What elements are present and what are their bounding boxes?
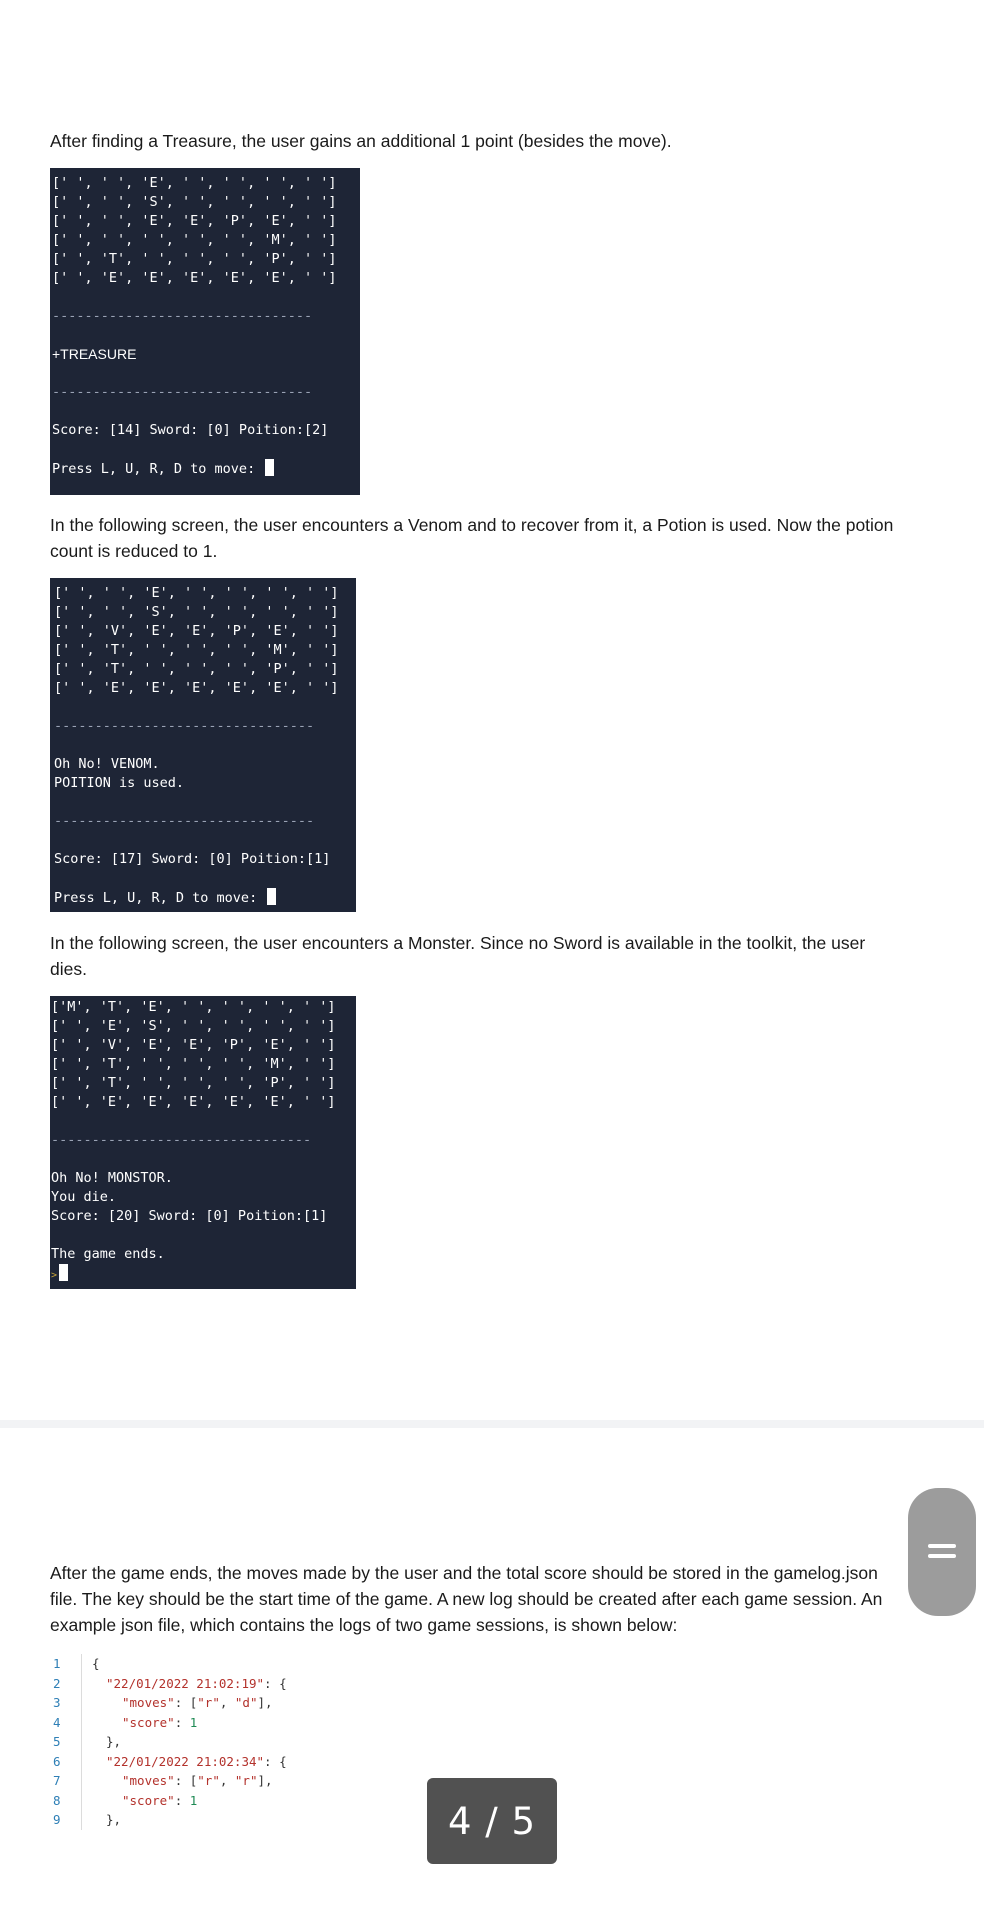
grid-row: [' ', ' ', 'S', ' ', ' ', ' ', ' '] [52,194,337,210]
grid-row: [' ', ' ', 'S', ' ', ' ', ' ', ' '] [54,604,339,620]
event-message: You die. [51,1189,117,1205]
line-number: 2 [53,1675,61,1691]
grid-row: [' ', 'T', ' ', ' ', ' ', 'P', ' '] [54,661,339,677]
code-line: 8 "score": 1 [50,1791,470,1811]
monster-description: In the following screen, the user encounters a Monster. Since no Sword is available in the toolkit, the user dies. [50,933,866,979]
grid-row: [' ', 'E', 'E', 'E', 'E', 'E', ' '] [54,680,339,696]
venom-description: In the following screen, the user encounters a Venom and to recover from it, a Potion is used. Now the potion count is reduced to 1. [50,515,894,561]
grid-row: [' ', 'T', ' ', ' ', ' ', 'M', ' '] [51,1056,336,1072]
terminal-screenshot-venom [50,578,356,912]
grip-line-icon [928,1544,956,1548]
page-indicator: 4 / 5 [427,1778,557,1864]
status-line: Score: [14] Sword: [0] Poition:[2] [52,422,329,438]
status-line: Score: [17] Sword: [0] Poition:[1] [54,851,331,867]
terminal-screenshot-treasure [50,168,360,495]
shell-prompt: > [51,1264,356,1283]
code-line: 9 }, [50,1810,470,1830]
separator-line: -------------------------------- [51,1132,312,1148]
grid-row: [' ', ' ', 'E', ' ', ' ', ' ', ' '] [54,585,339,601]
separator-line: -------------------------------- [54,718,315,734]
event-message: Oh No! MONSTOR. [51,1170,173,1186]
game-end-message: The game ends. [51,1246,165,1262]
grid-row: [' ', ' ', 'E', 'E', 'P', 'E', ' '] [52,213,337,229]
separator-line: -------------------------------- [54,813,315,829]
grid-row: [' ', ' ', ' ', ' ', ' ', 'M', ' '] [52,232,337,248]
grid-row: [' ', 'E', 'S', ' ', ' ', ' ', ' '] [51,1018,336,1034]
move-prompt: Press L, U, R, D to move: [54,888,356,907]
text-cursor [265,459,274,476]
event-message: Oh No! VENOM. [54,756,160,772]
event-message: +TREASURE [52,346,137,362]
grid-row: [' ', 'E', 'E', 'E', 'E', 'E', ' '] [51,1094,336,1110]
line-number: 7 [53,1773,61,1788]
grid-row: [' ', ' ', 'E', ' ', ' ', ' ', ' '] [52,175,337,191]
code-line: 5 }, [50,1732,470,1752]
code-line: 2 "22/01/2022 21:02:19": { [50,1674,470,1694]
code-line: 6 "22/01/2022 21:02:34": { [50,1752,470,1772]
grid-row: [' ', 'V', 'E', 'E', 'P', 'E', ' '] [51,1037,336,1053]
code-line: 7 "moves": ["r", "r"], [50,1771,470,1791]
event-message: POITION is used. [54,775,185,791]
status-line: Score: [20] Sword: [0] Poition:[1] [51,1208,328,1224]
grid-row: [' ', 'E', 'E', 'E', 'E', 'E', ' '] [52,270,337,286]
code-line: 4 "score": 1 [50,1713,470,1733]
code-line: 1 { [50,1654,470,1674]
move-prompt: Press L, U, R, D to move: [52,459,360,478]
separator-line: -------------------------------- [52,384,313,400]
grid-row: [' ', 'V', 'E', 'E', 'P', 'E', ' '] [54,623,339,639]
line-number: 6 [53,1753,61,1769]
treasure-description: After finding a Treasure, the user gains an additional 1 point (besides the move). [50,131,672,151]
separator-line: -------------------------------- [52,308,313,324]
text-cursor [59,1264,68,1281]
line-number: 3 [53,1695,61,1710]
page-divider [0,1420,984,1428]
grid-row: [' ', 'T', ' ', ' ', ' ', 'P', ' '] [52,251,337,267]
line-number: 8 [53,1792,61,1808]
code-line: 3 "moves": ["r", "d"], [50,1693,470,1713]
grid-row: ['M', 'T', 'E', ' ', ' ', ' ', ' '] [51,999,336,1015]
line-number: 9 [53,1812,61,1827]
json-code-block [50,1654,470,1830]
line-number: 1 [53,1656,61,1671]
text-cursor [267,888,276,905]
line-number: 4 [53,1714,61,1730]
line-number: 5 [53,1734,61,1749]
grid-row: [' ', 'T', ' ', ' ', ' ', 'P', ' '] [51,1075,336,1091]
scroll-handle[interactable] [908,1488,976,1616]
grid-row: [' ', 'T', ' ', ' ', ' ', 'M', ' '] [54,642,339,658]
gamelog-description: After the game ends, the moves made by the user and the total score should be stored in the gamelog.json file. The key should be the start time of the game. A new log should be created after each game session. An example json file, which contains the logs of two game sessions, is shown below: [50,1563,883,1635]
grip-line-icon [928,1554,956,1558]
terminal-screenshot-monster [50,996,356,1289]
